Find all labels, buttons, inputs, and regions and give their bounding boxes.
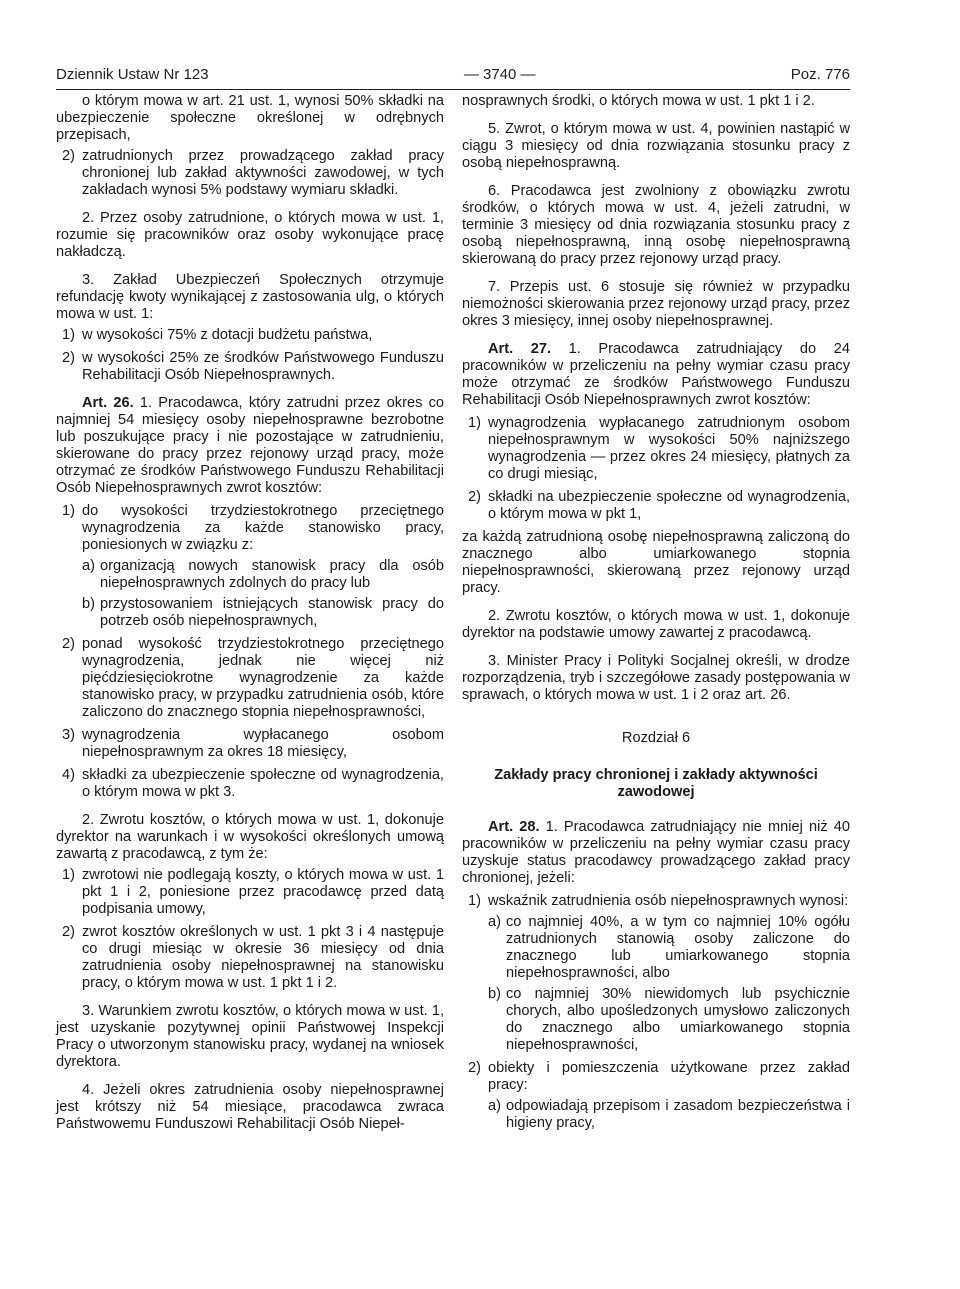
list-item: 2) zwrot kosztów określonych w ust. 1 pkt 3 i 4 następuje co drugi miesiąc w okresie 36 miesięcy od dnia zatrudnienia osoby niepełnosprawnej na stanowisku pracy, o którym mowa w ust. 1 pkt 1 i 2.: [62, 924, 444, 991]
list-item: 1) w wysokości 75% z dotacji budżetu państwa,: [62, 327, 373, 343]
list-item: 1) zwrotowi nie podlegają koszty, o których mowa w ust. 1 pkt 1 i 2, poniesione przez pracodawcę przed datą podpisania umowy,: [62, 867, 444, 917]
right-column: [462, 93, 850, 1132]
paragraph: za każdą zatrudnioną osobę niepełnosprawną zaliczoną do znacznego albo umiarkowanego stopnia niepełnosprawności, skierowaną przez rejonowy urząd pracy.: [462, 529, 850, 596]
sub-list-item: b) co najmniej 30% niewidomych lub psychicznie chorych, albo upośledzonych umysłowo zaliczonych do znacznego albo umiarkowanego stopnia niepełnosprawności,: [488, 986, 850, 1053]
list-item: 2) obiekty i pomieszczenia użytkowane przez zakład pracy:: [468, 1060, 850, 1093]
chapter-title: Zakłady pracy chronionej i zakłady aktywności zawodowej: [494, 767, 818, 800]
paragraph: nosprawnych środki, o których mowa w ust. 1 pkt 1 i 2.: [462, 93, 815, 109]
paragraph: 6. Pracodawca jest zwolniony z obowiązku zwrotu środków, o których mowa w ust. 4, jeżeli zatrudni, w terminie 3 miesięcy od dnia rozwiązania stosunku pracy z osobą niepełnosprawną, inną osobę niepełnosprawną skierowaną do pracy przez rejonowy urząd pracy.: [462, 183, 850, 267]
paragraph: 2. Zwrotu kosztów, o których mowa w ust. 1, dokonuje dyrektor na warunkach i w wysokości określonych umową zawartą z pracodawcą, z tym że:: [56, 812, 444, 862]
article-27: Art. 27. 1. Pracodawca zatrudniający do 24 pracowników w przeliczeniu na pełny wymiar czasu pracy może otrzymać ze środków Państwowego Funduszu Rehabilitacji Osób Niepełnosprawnych zwrot kosztów:: [462, 341, 850, 408]
paragraph: 7. Przepis ust. 6 stosuje się również w przypadku niemożności skierowania przez rejonowy urząd pracy, przez okres 3 miesięcy, innej osoby niepełnosprawnej.: [462, 279, 850, 329]
page-number: — 3740 —: [463, 66, 536, 83]
sub-list-item: b) przystosowaniem istniejących stanowisk pracy do potrzeb osób niepełnosprawnych,: [82, 596, 444, 629]
article-28: Art. 28. 1. Pracodawca zatrudniający nie mniej niż 40 pracowników w przeliczeniu na pełny wymiar czasu pracy uzyskuje status pracodawcy prowadzącego zakład pracy chronionej, jeżeli:: [462, 819, 850, 886]
paragraph: 2. Zwrotu kosztów, o których mowa w ust. 1, dokonuje dyrektor na podstawie umowy zawartej z pracodawcą.: [462, 608, 850, 641]
paragraph: 3. Warunkiem zwrotu kosztów, o których mowa w ust. 1, jest uzyskanie pozytywnej opinii Państwowej Inspekcji Pracy o utworzonym stanowisku pracy, wydanej na wniosek dyrektora.: [56, 1003, 444, 1070]
list-item: 2) składki na ubezpieczenie społeczne od wynagrodzenia, o którym mowa w pkt 1,: [468, 489, 850, 522]
list-item: 1) wynagrodzenia wypłacanego zatrudnionym osobom niepełnosprawnym w wysokości 50% najniższego wynagrodzenia — przez okres 24 miesięcy, płatnych za co drugi miesiąc,: [468, 415, 850, 482]
position-number: Poz. 776: [790, 66, 850, 83]
article-26: Art. 26. 1. Pracodawca, który zatrudni przez okres co najmniej 54 miesięcy osoby niepełnosprawne bezrobotne lub poszukujące pracy i nie pozostające w zatrudnieniu, skierowane do pracy przez rejonowy urząd pracy, może otrzymać ze środków Państwowego Funduszu Rehabilitacji Osób Niepełnosprawnych zwrot kosztów:: [56, 395, 444, 496]
page-header: [56, 66, 850, 86]
list-item: 1) do wysokości trzydziestokrotnego przeciętnego wynagrodzenia za każde stanowisko pracy, poniesionych w związku z:: [62, 503, 444, 553]
list-item: 3) wynagrodzenia wypłacanego osobom niepełnosprawnym za okres 18 miesięcy,: [62, 727, 444, 760]
header-rule: [56, 89, 850, 90]
paragraph: 3. Minister Pracy i Polityki Socjalnej określi, w drodze rozporządzenia, tryb i szczegółowe zasady postępowania w sprawach, o których mowa w ust. 1 i 2 oraz art. 26.: [462, 653, 850, 703]
left-column: [56, 93, 444, 1133]
list-item: 1) wskaźnik zatrudnienia osób niepełnosprawnych wynosi:: [468, 893, 849, 909]
paragraph: 2. Przez osoby zatrudnione, o których mowa w ust. 1, rozumie się pracowników oraz osoby wykonujące pracę nakładczą.: [56, 210, 444, 260]
list-item: 2) zatrudnionych przez prowadzącego zakład pracy chronionej lub zakład aktywności zawodowej, w tych zakładach wynosi 5% podstawy wymiaru składki.: [62, 148, 444, 198]
list-item: 4) składki za ubezpieczenie społeczne od wynagrodzenia, o którym mowa w pkt 3.: [62, 767, 444, 800]
paragraph: 5. Zwrot, o którym mowa w ust. 4, powinien nastąpić w ciągu 3 miesięcy od dnia rozwiązania stosunku pracy z osobą niepełnosprawną.: [462, 121, 850, 171]
chapter-number: Rozdział 6: [621, 730, 691, 746]
sub-list-item: a) organizacją nowych stanowisk pracy dla osób niepełnosprawnych zdolnych do pracy lub: [82, 558, 444, 591]
list-item: 2) w wysokości 25% ze środków Państwowego Funduszu Rehabilitacji Osób Niepełnosprawnych.: [62, 350, 444, 383]
journal-title: Dziennik Ustaw Nr 123: [56, 66, 209, 83]
paragraph: o którym mowa w art. 21 ust. 1, wynosi 50% składki na ubezpieczenie społeczne określonej w odrębnych przepisach,: [56, 93, 444, 143]
paragraph: 3. Zakład Ubezpieczeń Społecznych otrzymuje refundację kwoty wynikającej z zastosowania ulg, o których mowa w ust. 1:: [56, 272, 444, 322]
sub-list-item: a) odpowiadają przepisom i zasadom bezpieczeństwa i higieny pracy,: [488, 1098, 850, 1131]
paragraph: 4. Jeżeli okres zatrudnienia osoby niepełnosprawnej jest krótszy niż 54 miesiące, pracodawca zwraca Państwowemu Funduszowi Rehabilitacji Osób Niepeł-: [56, 1082, 444, 1132]
list-item: 2) ponad wysokość trzydziestokrotnego przeciętnego wynagrodzenia, jednak nie więcej niż pięćdziesięciokrotne wynagrodzenie za każde stanowisko pracy, w przypadku zatrudnienia osób, które zaliczono do znacznego stopnia niepełnosprawności,: [62, 636, 444, 720]
sub-list-item: a) co najmniej 40%, a w tym co najmniej 10% ogółu zatrudnionych stanowią osoby zaliczone do znacznego lub umiarkowanego stopnia niepełnosprawności, albo: [488, 914, 850, 981]
